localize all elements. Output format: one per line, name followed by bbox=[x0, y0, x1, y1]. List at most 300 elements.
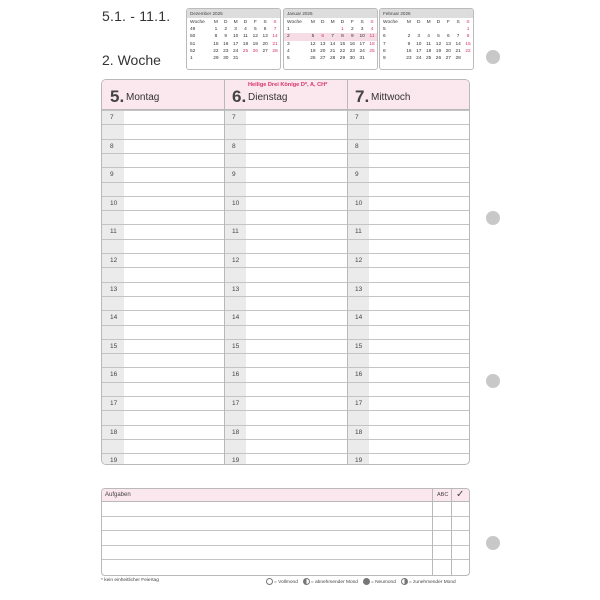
grid-line bbox=[224, 310, 347, 311]
calendar-day bbox=[453, 26, 463, 33]
grid-line bbox=[347, 367, 469, 368]
grid-line bbox=[102, 453, 224, 454]
grid-line bbox=[102, 182, 224, 183]
moon-legend-item bbox=[363, 580, 396, 585]
day-number: 5. bbox=[110, 87, 125, 106]
weekday-label: S bbox=[273, 20, 277, 25]
calendar-day: 23 bbox=[223, 48, 229, 54]
mini-calendar-table bbox=[284, 19, 377, 62]
hour-label: 18 bbox=[110, 428, 118, 436]
hour-label: 17 bbox=[232, 400, 240, 407]
grid-line bbox=[224, 282, 347, 283]
task-line bbox=[102, 545, 469, 546]
grid-line bbox=[102, 224, 224, 225]
hour-label: 11 bbox=[110, 228, 117, 236]
calendar-day: 10 bbox=[232, 34, 239, 40]
grid-line bbox=[102, 167, 224, 168]
weekday-label: M bbox=[330, 20, 335, 25]
grid-line bbox=[102, 325, 224, 326]
grid-line bbox=[102, 110, 224, 111]
calendar-day: 30 bbox=[349, 56, 355, 62]
calendar-day: 31 bbox=[232, 56, 239, 62]
calendar-day: 7 bbox=[273, 27, 277, 33]
calendar-day: 20 bbox=[320, 48, 326, 54]
grid-line bbox=[102, 439, 224, 440]
hour-label: 8 bbox=[232, 142, 236, 150]
hour-label: 8 bbox=[110, 142, 114, 150]
grid-line bbox=[224, 425, 347, 426]
calendar-day: 11 bbox=[426, 41, 432, 47]
mini-calendar-table bbox=[380, 19, 473, 62]
grid-line bbox=[347, 196, 469, 197]
hour-label: 10 bbox=[232, 199, 240, 207]
grid-line bbox=[224, 124, 347, 125]
weekday-label: D bbox=[340, 20, 345, 25]
weekday-label: F bbox=[350, 20, 354, 25]
moon-legend-label: = abnehmender Mond bbox=[310, 579, 358, 585]
calendar-day: 7 bbox=[456, 34, 460, 40]
hour-label: 9 bbox=[355, 171, 359, 179]
weekday-label: D bbox=[417, 20, 421, 25]
calendar-day: 11 bbox=[367, 33, 377, 40]
calendar-day: 15 bbox=[465, 41, 471, 47]
calendar-day bbox=[318, 26, 328, 33]
moon-legend-label: = Neumond bbox=[370, 579, 396, 585]
weekday-label: D bbox=[243, 20, 248, 25]
grid-line bbox=[347, 139, 469, 140]
calendar-day: 13 bbox=[262, 34, 268, 40]
calendar-day bbox=[367, 55, 377, 62]
hour-label: 7 bbox=[355, 114, 359, 121]
calendar-day: 26 bbox=[252, 48, 258, 54]
week-number: 1 bbox=[287, 27, 290, 33]
calendar-day: 19 bbox=[252, 41, 258, 47]
weekday-label: M bbox=[213, 20, 218, 25]
grid-line bbox=[224, 210, 347, 211]
grid-line bbox=[347, 382, 469, 383]
grid-line bbox=[102, 282, 224, 283]
calendar-day: 17 bbox=[359, 41, 365, 47]
calendar-day: 22 bbox=[339, 48, 346, 54]
day-name: Montag bbox=[126, 92, 160, 103]
week-number: 5 bbox=[287, 56, 290, 62]
calendar-day: 18 bbox=[242, 41, 249, 47]
grid-line bbox=[347, 267, 469, 268]
date-range: 5.1. - 11.1. bbox=[102, 8, 171, 24]
week-number: 7 bbox=[383, 41, 386, 47]
calendar-day: 1 bbox=[214, 27, 218, 33]
week-number: 6 bbox=[383, 34, 386, 40]
punch-hole bbox=[486, 50, 500, 64]
weekday-label: D bbox=[436, 20, 441, 25]
calendar-day bbox=[328, 26, 338, 33]
grid-line bbox=[224, 382, 347, 383]
calendar-day bbox=[434, 26, 444, 33]
hour-label: 16 bbox=[355, 371, 363, 379]
grid-line bbox=[102, 267, 224, 268]
hour-label: 8 bbox=[355, 142, 359, 150]
grid-line bbox=[102, 124, 224, 125]
calendar-day: 20 bbox=[445, 48, 451, 54]
punch-hole bbox=[486, 374, 500, 388]
calendar-day: 26 bbox=[435, 56, 442, 62]
calendar-day: 19 bbox=[310, 48, 316, 54]
grid-line bbox=[224, 153, 347, 154]
calendar-day: 4 bbox=[370, 27, 374, 33]
calendar-day bbox=[424, 26, 434, 33]
day-number: 6. bbox=[232, 87, 247, 106]
grid-line bbox=[224, 224, 347, 225]
week-number: 3 bbox=[287, 41, 290, 47]
tasks-box bbox=[101, 488, 470, 576]
calendar-day: 13 bbox=[320, 41, 326, 47]
week-number: 51 bbox=[190, 41, 196, 47]
mini-calendar-title: Januar 2026 bbox=[284, 9, 377, 18]
grid-line bbox=[347, 439, 469, 440]
grid-line bbox=[347, 182, 469, 183]
weekday-label: F bbox=[253, 20, 257, 25]
grid-line bbox=[347, 167, 469, 168]
grid-line bbox=[347, 210, 469, 211]
calendar-day: 24 bbox=[359, 48, 365, 54]
hour-label: 10 bbox=[355, 199, 363, 207]
grid-line bbox=[224, 253, 347, 254]
grid-line bbox=[347, 410, 469, 411]
task-line bbox=[102, 530, 469, 531]
hour-label: 13 bbox=[232, 285, 240, 293]
hour-label: 17 bbox=[110, 400, 118, 407]
tasks-label: Aufgaben bbox=[105, 492, 131, 498]
grid-line bbox=[102, 353, 224, 354]
day-name: Mittwoch bbox=[371, 92, 411, 103]
moon-legend-item bbox=[266, 580, 298, 585]
weekday-label: F bbox=[446, 20, 450, 25]
calendar-day: 31 bbox=[359, 56, 365, 62]
week-number: 50 bbox=[190, 34, 196, 40]
calendar-day bbox=[404, 26, 414, 33]
calendar-day: 18 bbox=[425, 48, 432, 54]
grid-line bbox=[102, 153, 224, 154]
calendar-day: 5 bbox=[437, 34, 440, 40]
task-line bbox=[102, 559, 469, 560]
calendar-day: 24 bbox=[232, 48, 239, 54]
hour-label: 15 bbox=[355, 342, 363, 350]
hour-label: 15 bbox=[110, 342, 118, 350]
calendar-day: 28 bbox=[329, 56, 336, 62]
grid-line bbox=[224, 196, 347, 197]
grid-line bbox=[347, 396, 469, 397]
grid-line bbox=[347, 325, 469, 326]
grid-line bbox=[224, 396, 347, 397]
calendar-day: 21 bbox=[272, 41, 278, 47]
grid-line bbox=[224, 139, 347, 140]
hour-label: 7 bbox=[232, 114, 236, 121]
hour-label: 19 bbox=[110, 457, 118, 465]
calendar-day: 2 bbox=[407, 34, 411, 40]
weekday-label: S bbox=[456, 20, 460, 25]
grid-line bbox=[224, 167, 347, 168]
column-divider bbox=[224, 80, 225, 464]
hour-label: 12 bbox=[110, 257, 118, 264]
tasks-header bbox=[102, 489, 469, 502]
calendar-day bbox=[463, 55, 473, 62]
moon-legend bbox=[266, 578, 461, 585]
weekday-label: M bbox=[310, 20, 315, 25]
calendar-day: 21 bbox=[329, 48, 336, 54]
grid-line bbox=[347, 339, 469, 340]
calendar-day: 28 bbox=[455, 56, 461, 62]
calendar-day: 21 bbox=[455, 48, 461, 54]
mini-calendar-title: Dezember 2025 bbox=[187, 9, 280, 18]
calendar-day: 20 bbox=[262, 41, 268, 47]
grid-line bbox=[224, 339, 347, 340]
waning-moon-icon bbox=[303, 578, 310, 585]
moon-legend-item bbox=[401, 580, 456, 585]
calendar-day: 29 bbox=[339, 56, 346, 62]
calendar-day: 28 bbox=[272, 48, 278, 54]
calendar-day: 23 bbox=[406, 56, 412, 62]
task-column-divider bbox=[432, 489, 433, 575]
grid-line bbox=[224, 439, 347, 440]
week-grid bbox=[101, 79, 470, 465]
hour-label: 17 bbox=[355, 400, 363, 407]
calendar-day: 27 bbox=[262, 48, 268, 54]
grid-line bbox=[224, 110, 347, 111]
calendar-day bbox=[414, 26, 424, 33]
calendar-day: 24 bbox=[416, 56, 422, 62]
calendar-day bbox=[250, 55, 260, 62]
calendar-day: 12 bbox=[310, 41, 316, 47]
hour-label: 19 bbox=[355, 457, 363, 465]
grid-line bbox=[224, 239, 347, 240]
calendar-day: 4 bbox=[427, 34, 430, 40]
hour-label: 18 bbox=[355, 428, 363, 436]
grid-line bbox=[347, 124, 469, 125]
calendar-day: 6 bbox=[446, 34, 450, 40]
grid-line bbox=[102, 310, 224, 311]
grid-line bbox=[347, 239, 469, 240]
grid-line bbox=[224, 410, 347, 411]
grid-line bbox=[102, 210, 224, 211]
grid-line bbox=[224, 182, 347, 183]
calendar-day: 15 bbox=[339, 41, 346, 47]
grid-line bbox=[347, 224, 469, 225]
day-header bbox=[102, 80, 224, 110]
hour-label: 12 bbox=[232, 257, 240, 264]
grid-line bbox=[347, 425, 469, 426]
check-icon: ✓ bbox=[456, 489, 465, 500]
week-number: 8 bbox=[383, 48, 386, 54]
moon-legend-label: = Vollmond bbox=[274, 579, 298, 585]
weekday-label: M bbox=[406, 20, 411, 25]
calendar-day: 9 bbox=[347, 33, 357, 40]
grid-line bbox=[224, 325, 347, 326]
calendar-day: 12 bbox=[252, 34, 258, 40]
grid-line bbox=[102, 196, 224, 197]
calendar-day bbox=[308, 26, 318, 33]
calendar-day: 25 bbox=[425, 56, 432, 62]
weekday-label: D bbox=[224, 20, 228, 25]
week-number: 49 bbox=[190, 27, 196, 33]
hour-label: 14 bbox=[110, 314, 118, 322]
calendar-day: 30 bbox=[223, 56, 229, 62]
grid-line bbox=[102, 410, 224, 411]
hour-label: 9 bbox=[110, 171, 114, 179]
weekday-label: S bbox=[466, 20, 470, 25]
calendar-day: 26 bbox=[310, 56, 316, 62]
grid-line bbox=[102, 296, 224, 297]
calendar-day: 25 bbox=[242, 48, 249, 54]
grid-line bbox=[102, 396, 224, 397]
day-column bbox=[224, 110, 347, 464]
calendar-day: 6 bbox=[263, 27, 267, 33]
calendar-day: 3 bbox=[417, 34, 421, 40]
grid-line bbox=[102, 367, 224, 368]
weekday-label: Woche bbox=[190, 20, 205, 25]
hour-label: 9 bbox=[232, 171, 236, 179]
calendar-day: 6 bbox=[318, 33, 328, 40]
mini-calendar-table bbox=[187, 19, 280, 62]
grid-line bbox=[102, 239, 224, 240]
grid-line bbox=[102, 382, 224, 383]
weekday-label: M bbox=[426, 20, 431, 25]
hour-label: 15 bbox=[232, 342, 240, 350]
calendar-day: 22 bbox=[213, 48, 219, 54]
week-number: 52 bbox=[190, 48, 196, 54]
weekday-label: S bbox=[370, 20, 374, 25]
hour-label: 12 bbox=[355, 257, 363, 264]
calendar-day bbox=[260, 55, 270, 62]
new-moon-icon bbox=[363, 578, 370, 585]
calendar-day: 14 bbox=[272, 34, 278, 40]
calendar-day: 17 bbox=[416, 48, 422, 54]
grid-line bbox=[224, 353, 347, 354]
calendar-day: 16 bbox=[223, 41, 229, 47]
waxing-moon-icon bbox=[401, 578, 408, 585]
calendar-day: 15 bbox=[213, 41, 219, 47]
grid-line bbox=[224, 296, 347, 297]
week-number: 2 bbox=[284, 33, 308, 40]
hour-label: 7 bbox=[110, 114, 114, 121]
calendar-day: 16 bbox=[406, 48, 412, 54]
day-name: Dienstag bbox=[248, 92, 288, 103]
grid-line bbox=[102, 425, 224, 426]
abc-priority-label: ABC bbox=[437, 492, 449, 498]
calendar-day: 3 bbox=[234, 27, 237, 33]
calendar-day: 17 bbox=[232, 41, 239, 47]
hour-label: 11 bbox=[232, 228, 239, 236]
hour-label: 14 bbox=[232, 314, 240, 322]
calendar-day: 4 bbox=[244, 27, 247, 33]
calendar-day: 3 bbox=[360, 27, 364, 33]
calendar-day: 19 bbox=[435, 48, 442, 54]
calendar-day: 8 bbox=[214, 34, 218, 40]
week-number: 5 bbox=[383, 27, 386, 33]
calendar-day: 29 bbox=[213, 56, 219, 62]
weekday-label: D bbox=[321, 20, 325, 25]
full-moon-icon bbox=[266, 578, 273, 585]
moon-legend-item bbox=[303, 580, 358, 585]
calendar-day bbox=[443, 26, 453, 33]
hour-label: 11 bbox=[355, 228, 362, 236]
calendar-day bbox=[270, 55, 280, 62]
calendar-day: 5 bbox=[253, 27, 257, 33]
calendar-day: 1 bbox=[466, 27, 470, 33]
calendar-day: 18 bbox=[369, 41, 375, 47]
footnote: * kein einheitlicher Feiertag bbox=[101, 578, 159, 583]
weekday-label: Woche bbox=[287, 20, 302, 25]
calendar-day: 22 bbox=[465, 48, 471, 54]
grid-line bbox=[347, 282, 469, 283]
weekday-label: S bbox=[360, 20, 364, 25]
holiday-note: Heilige Drei Könige D*, A, CH* bbox=[248, 82, 328, 88]
day-header bbox=[224, 80, 347, 110]
calendar-day: 2 bbox=[350, 27, 354, 33]
grid-line bbox=[224, 453, 347, 454]
calendar-day: 5 bbox=[308, 33, 318, 40]
calendar-day: 14 bbox=[329, 41, 336, 47]
calendar-day: 14 bbox=[455, 41, 461, 47]
weekday-label: Woche bbox=[383, 20, 398, 25]
day-column bbox=[102, 110, 224, 464]
calendar-day: 7 bbox=[328, 33, 338, 40]
calendar-day: 16 bbox=[349, 41, 355, 47]
grid-line bbox=[102, 253, 224, 254]
hour-label: 14 bbox=[355, 314, 363, 322]
day-column bbox=[347, 110, 469, 464]
hour-label: 13 bbox=[355, 285, 363, 293]
weekday-label: S bbox=[263, 20, 267, 25]
calendar-day: 23 bbox=[349, 48, 355, 54]
calendar-day: 2 bbox=[224, 27, 228, 33]
task-line bbox=[102, 516, 469, 517]
calendar-day: 8 bbox=[466, 34, 470, 40]
hour-label: 10 bbox=[110, 199, 118, 207]
calendar-day: 9 bbox=[224, 34, 228, 40]
task-column-divider bbox=[451, 489, 452, 575]
week-number: 4 bbox=[287, 48, 290, 54]
calendar-day: 27 bbox=[445, 56, 451, 62]
calendar-day bbox=[241, 55, 251, 62]
hour-label: 16 bbox=[110, 371, 118, 379]
calendar-day: 10 bbox=[357, 33, 367, 40]
grid-line bbox=[347, 253, 469, 254]
mini-calendar bbox=[379, 8, 474, 70]
grid-line bbox=[347, 353, 469, 354]
grid-line bbox=[347, 310, 469, 311]
hour-label: 19 bbox=[232, 457, 240, 465]
grid-line bbox=[347, 153, 469, 154]
day-number: 7. bbox=[355, 87, 370, 106]
grid-line bbox=[224, 367, 347, 368]
calendar-day: 10 bbox=[416, 41, 422, 47]
calendar-day: 9 bbox=[407, 41, 411, 47]
calendar-day: 11 bbox=[242, 34, 248, 40]
column-divider bbox=[347, 80, 348, 464]
calendar-day: 13 bbox=[445, 41, 451, 47]
moon-legend-label: = zunehmender Mond bbox=[408, 579, 456, 585]
grid-line bbox=[347, 296, 469, 297]
hour-label: 18 bbox=[232, 428, 240, 436]
weekday-label: M bbox=[233, 20, 238, 25]
calendar-day: 12 bbox=[435, 41, 442, 47]
grid-line bbox=[102, 339, 224, 340]
punch-hole bbox=[486, 211, 500, 225]
day-header bbox=[347, 80, 469, 110]
mini-calendar-title: Februar 2026 bbox=[380, 9, 473, 18]
week-number: 9 bbox=[383, 56, 386, 62]
punch-hole bbox=[486, 536, 500, 550]
